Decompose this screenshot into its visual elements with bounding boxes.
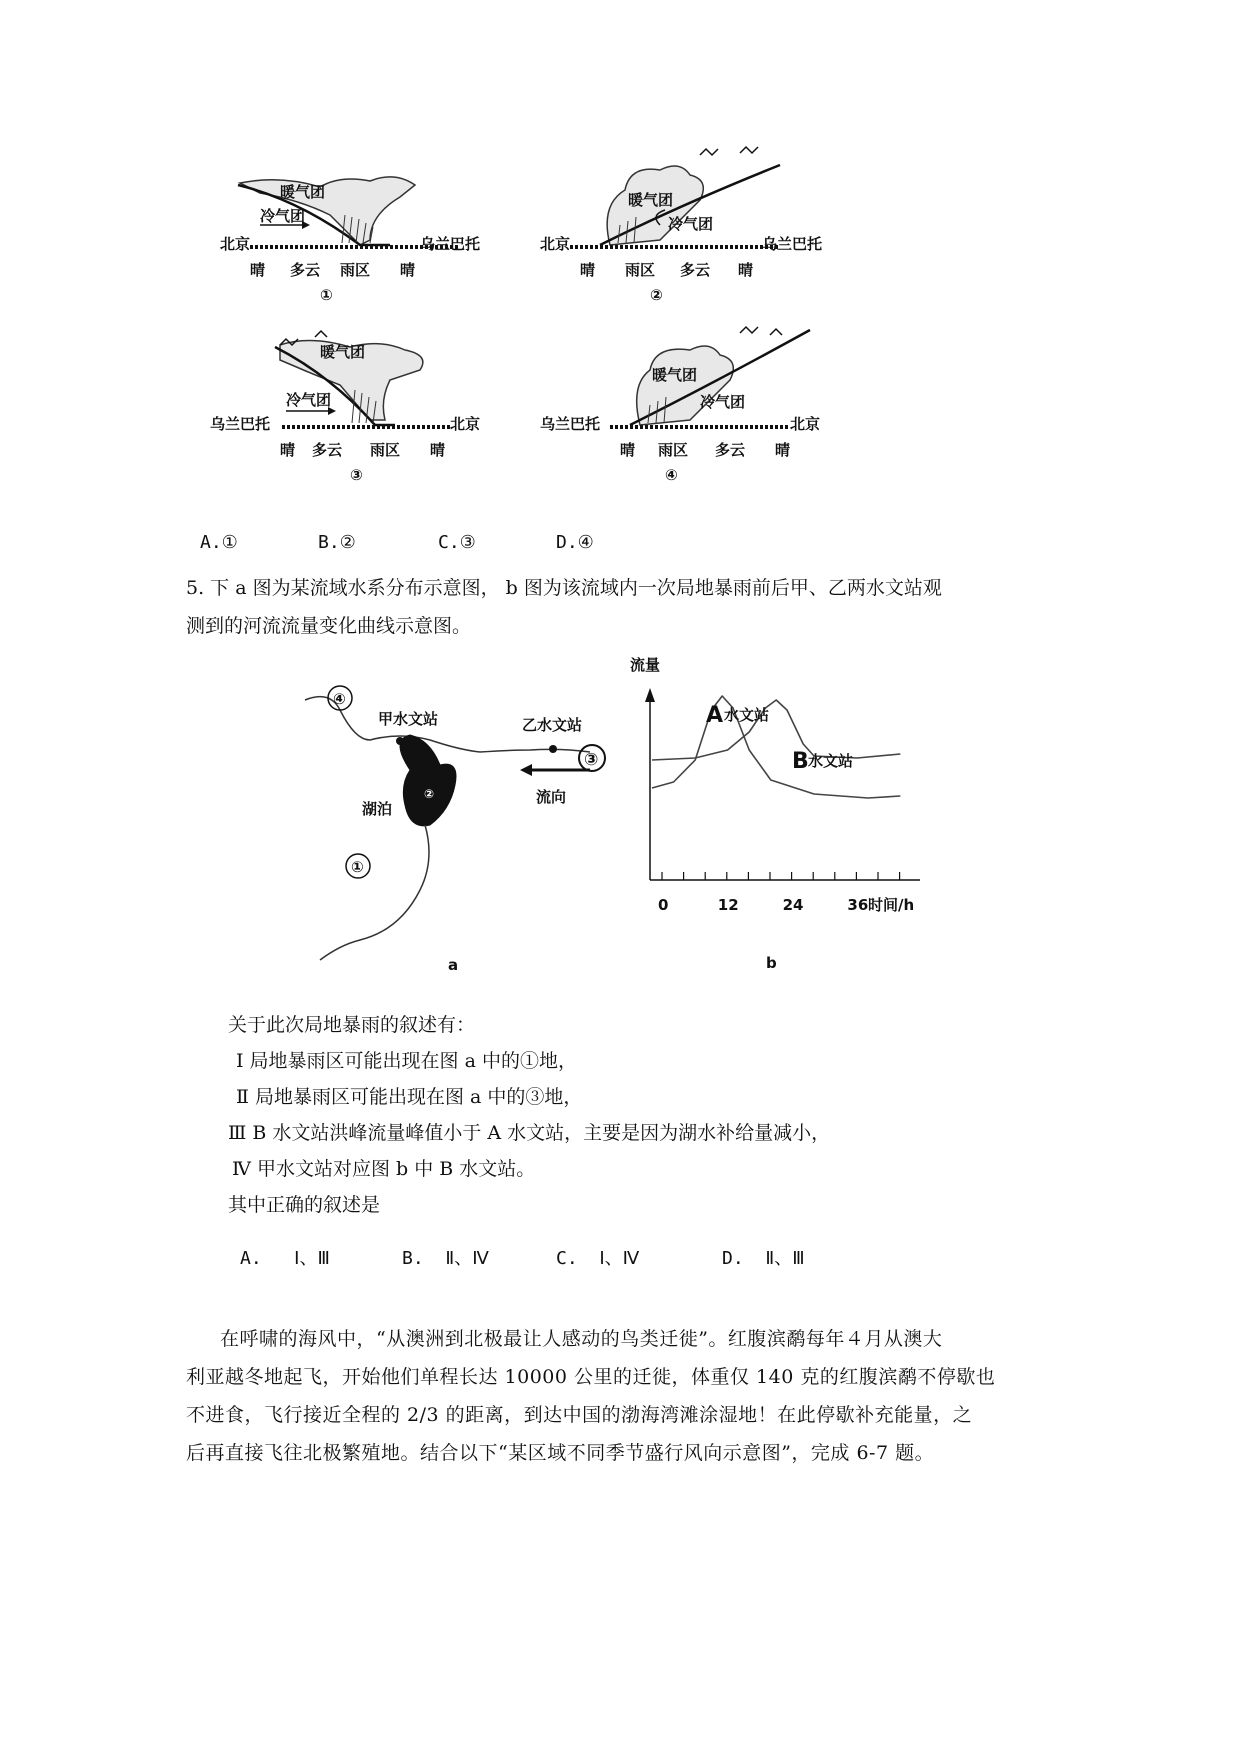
drainage-map [300, 680, 620, 974]
series-b-name: 水文站 [808, 752, 854, 770]
weather-1: 晴 [280, 441, 296, 459]
cold-air-label: 冷气团 [668, 215, 714, 233]
panel-number: ② [650, 286, 663, 304]
weather-3: 雨区 [340, 261, 371, 279]
weather-1: 晴 [620, 441, 636, 459]
city-left: 北京 [540, 235, 571, 253]
weather-3: 雨区 [370, 441, 401, 459]
station-jia-label: 甲水文站 [378, 710, 439, 728]
x-tick-label: 24 [782, 896, 804, 914]
city-right: 北京 [450, 415, 481, 433]
front-diagrams [210, 145, 920, 515]
flow-direction-label: 流向 [536, 788, 567, 806]
warm-air-label: 暖气团 [628, 191, 674, 209]
cold-air-label: 冷气团 [286, 391, 332, 409]
statement-1: Ⅰ 局地暴雨区可能出现在图 a 中的①地， [236, 1050, 577, 1072]
x-tick-label: 36 [847, 896, 869, 914]
map-label-1: ① [351, 858, 364, 876]
weather-3: 多云 [680, 261, 711, 279]
series-line-b [652, 700, 900, 760]
station-yi-label: 乙水文站 [522, 716, 583, 734]
y-axis-arrow [645, 688, 655, 702]
map-label-2: ② [424, 787, 435, 801]
warm-air-label: 暖气团 [280, 183, 326, 201]
series-a-name: 水文站 [724, 706, 770, 724]
question-prompt: 其中正确的叙述是 [228, 1194, 381, 1216]
weather-4: 晴 [738, 261, 754, 279]
weather-4: 晴 [400, 261, 416, 279]
front-panel-2 [540, 147, 822, 304]
q5-option-a: A. Ⅰ、Ⅲ [240, 1248, 330, 1269]
front-panel-4 [540, 327, 820, 484]
weather-1: 晴 [580, 261, 596, 279]
weather-3: 多云 [715, 441, 746, 459]
city-right: 乌兰巴托 [762, 235, 823, 253]
weather-2: 雨区 [625, 261, 656, 279]
figure-a-caption: a [448, 956, 459, 974]
q5-option-b: B. Ⅱ、Ⅳ [402, 1248, 489, 1269]
panel-number: ③ [350, 466, 363, 484]
q5-stem-line2: 测到的河流流量变化曲线示意图。 [186, 615, 472, 637]
front-option-a: A.① [200, 532, 238, 553]
cold-air-label: 冷气团 [700, 393, 746, 411]
city-left: 北京 [220, 235, 251, 253]
discharge-chart [620, 650, 940, 980]
series-b-letter: B [792, 749, 809, 774]
statement-3: Ⅲ B 水文站洪峰流量峰值小于 A 水文站，主要是因为湖水补给量减小， [228, 1122, 831, 1144]
city-left: 乌兰巴托 [210, 415, 271, 433]
lake-label: 湖泊 [362, 800, 393, 818]
map-label-4: ④ [333, 690, 346, 708]
front-panel-1 [220, 177, 480, 304]
front-option-d: D.④ [556, 532, 594, 553]
city-right: 乌兰巴托 [420, 235, 481, 253]
chart-xlabel: 时间/h [868, 896, 915, 914]
panel-number: ① [320, 286, 333, 304]
x-tick-label: 0 [658, 896, 669, 914]
weather-2: 雨区 [658, 441, 689, 459]
front-option-b: B.② [318, 532, 356, 553]
series-line-a [652, 696, 900, 798]
weather-2: 多云 [290, 261, 321, 279]
weather-4: 晴 [430, 441, 446, 459]
cold-air-label: 冷气团 [260, 207, 306, 225]
front-panel-3 [210, 331, 480, 484]
passage-line-1: 在呼啸的海风中，“从澳洲到北极最让人感动的鸟类迁徙”。红腹滨鹬每年４月从澳大 [220, 1328, 943, 1350]
figure-b-caption: b [766, 954, 777, 972]
chart-ylabel: 流量 [630, 656, 661, 674]
weather-2: 多云 [312, 441, 343, 459]
warm-air-label: 暖气团 [320, 343, 366, 361]
map-label-3: ③ [584, 750, 599, 770]
city-right: 北京 [790, 415, 821, 433]
passage-line-4: 后再直接飞往北极繁殖地。结合以下“某区域不同季节盛行风向示意图”，完成 6-7 题。 [186, 1442, 935, 1464]
statements-intro: 关于此次局地暴雨的叙述有： [228, 1014, 476, 1036]
warm-air-label: 暖气团 [652, 366, 698, 384]
q5-stem-line1: 5. 下 a 图为某流域水系分布示意图， b 图为该流域内一次局地暴雨前后甲、乙两水文站观 [186, 577, 942, 599]
q5-option-d: D. Ⅱ、Ⅲ [722, 1248, 805, 1269]
q5-option-c: C. Ⅰ、Ⅳ [556, 1248, 640, 1269]
series-a-letter: A [706, 703, 724, 728]
passage-line-2: 利亚越冬地起飞，开始他们单程长达 10000 公里的迁徙，体重仅 140 克的红腹滨鹬不停歇也 [186, 1366, 996, 1388]
weather-1: 晴 [250, 261, 266, 279]
statement-4: Ⅳ 甲水文站对应图 b 中 B 水文站。 [232, 1158, 536, 1180]
passage-line-3: 不进食，飞行接近全程的 2/3 的距离，到达中国的渤海湾滩涂湿地！在此停歇补充能量，之 [186, 1404, 973, 1426]
front-option-c: C.③ [438, 532, 476, 553]
city-left: 乌兰巴托 [540, 415, 601, 433]
weather-4: 晴 [775, 441, 791, 459]
panel-number: ④ [665, 466, 678, 484]
statement-2: Ⅱ 局地暴雨区可能出现在图 a 中的③地， [236, 1086, 583, 1108]
x-tick-label: 12 [717, 896, 739, 914]
